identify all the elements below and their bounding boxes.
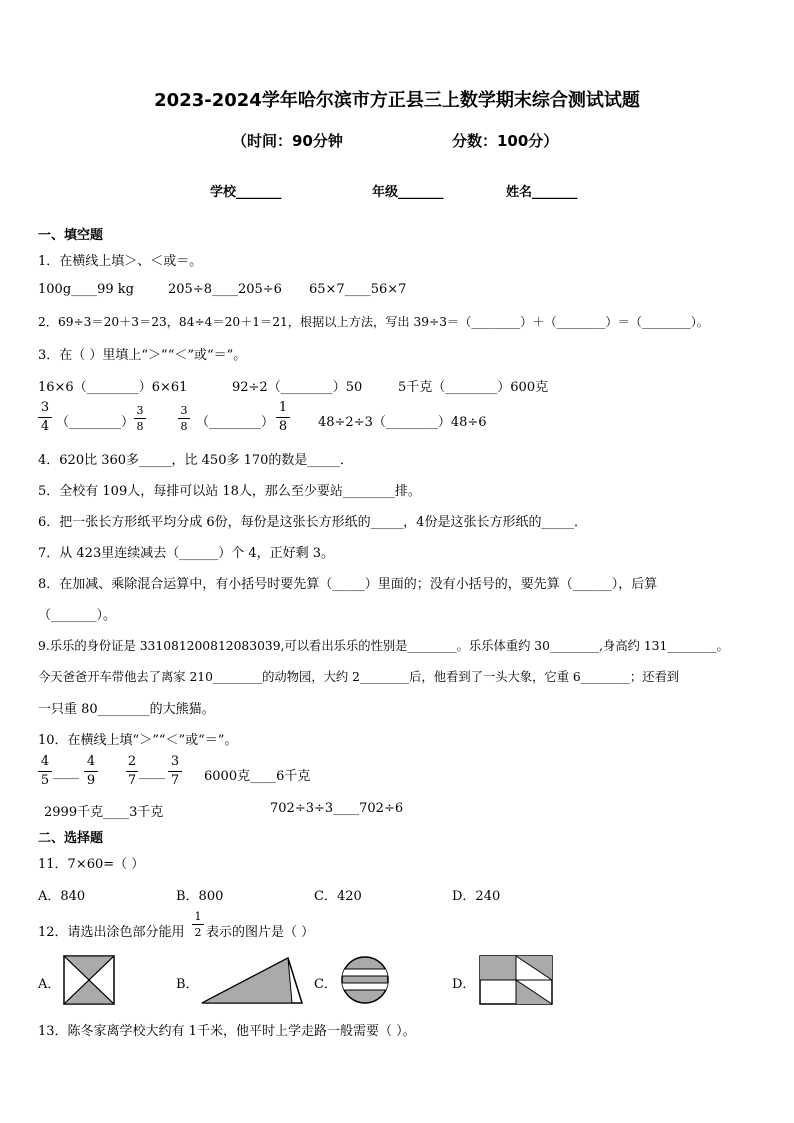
q12-figure-c — [339, 955, 391, 1005]
q12-figure-b — [200, 955, 304, 1005]
q11-option-c: C．420 — [314, 889, 362, 904]
time-limit: （时间：90分钟 — [232, 132, 343, 150]
q10-frac-4: 3 7 — [168, 754, 182, 789]
q1-item-b: 205÷8____205÷6 — [168, 282, 282, 297]
q11-option-b: B．800 — [176, 889, 224, 904]
question-12-suffix: 表示的图片是（ ） — [206, 925, 315, 940]
section-heading-multiple-choice: 二、选择题 — [38, 831, 104, 846]
q12-label-a: A． — [38, 977, 61, 992]
q1-item-c: 65×7____56×7 — [309, 282, 407, 297]
page-title: 2023-2024学年哈尔滨市方正县三上数学期末综合测试试题 — [154, 90, 640, 111]
q3-frac-2: 3 8 — [134, 404, 146, 433]
q3-frac-4: 1 8 — [276, 400, 290, 435]
q10-item-c: 6000克____6千克 — [204, 769, 311, 784]
q11-option-d: D．240 — [452, 889, 501, 904]
question-7: 7．从 423里连续减去（______）个 4，正好剩 3。 — [38, 546, 335, 561]
question-5: 5．全校有 109人，每排可以站 18人，那么至少要站________排。 — [38, 484, 421, 499]
total-score: 分数：100分） — [452, 132, 559, 150]
question-2: 2．69÷3＝20＋3＝23，84÷4＝20＋1＝21，根据以上方法，写出 39÷3＝（________）＋（________）＝（________）。 — [38, 315, 709, 329]
q10-blank-2: ____ — [139, 765, 165, 780]
question-6: 6．把一张长方形纸平均分成 6份，每份是这张长方形纸的_____，4份是这张长方形纸的_____． — [38, 515, 587, 530]
question-4: 4．620比 360多_____，比 450多 170的数是_____． — [38, 453, 353, 468]
question-1: 1．在横线上填＞、＜或＝。 — [38, 254, 203, 269]
q3-item-c: 5千克（________）600克 — [398, 380, 549, 395]
section-heading-fill-blank: 一、填空题 — [38, 228, 104, 243]
q12-frac: 1 2 — [192, 910, 204, 939]
question-9-line-2: 今天爸爸开车带他去了离家 210________的动物园，大约 2________后，他看到了一头大象，它重 6________；还看到 — [38, 670, 680, 684]
q12-label-c: C． — [314, 977, 337, 992]
q11-option-a: A．840 — [38, 889, 86, 904]
q3-blank-e: （________） — [196, 415, 275, 430]
question-8-line-1: 8．在加减、乘除混合运算中，有小括号时要先算（_____）里面的；没有小括号的，要先算（______），后算 — [38, 577, 658, 592]
q10-frac-3: 2 7 — [127, 754, 137, 788]
question-13: 13．陈冬家离学校大约有 1千米，他平时上学走路一般需要（ ）。 — [38, 1024, 416, 1039]
question-9-line-1: 9.乐乐的身份证是 331081200812083039,可以看出乐乐的性别是________。乐乐体重约 30________,身高约 131________。 — [38, 639, 729, 653]
q12-figure-a — [63, 955, 115, 1005]
q12-label-b: B． — [176, 977, 199, 992]
question-8-line-2: （_______）。 — [38, 608, 117, 623]
q3-item-b: 92÷2（________）50 — [232, 380, 363, 395]
q3-blank-d: （________） — [56, 415, 135, 430]
q1-item-a: 100g____99 kg — [38, 282, 135, 297]
q3-frac-1: 3 4 — [38, 400, 52, 435]
question-11: 11．7×60=（ ） — [38, 857, 145, 872]
q12-figure-d — [479, 955, 555, 1007]
q10-item-d: 2999千克____3千克 — [44, 805, 164, 820]
q3-item-a: 16×6（________）6×61 — [38, 380, 188, 395]
q12-label-d: D． — [452, 977, 476, 992]
question-3: 3．在（ ）里填上“＞”“＜”或“＝”。 — [38, 348, 247, 363]
grade-field: 年级_______ — [372, 185, 444, 200]
q3-item-f: 48÷2÷3（________）48÷6 — [318, 415, 487, 430]
q3-frac-3: 3 8 — [178, 404, 190, 433]
school-field: 学校_______ — [210, 185, 282, 200]
question-9-line-3: 一只重 80________的大熊猫。 — [38, 702, 215, 717]
q10-blank-1: ____ — [53, 765, 79, 780]
q10-frac-1: 4 5 — [38, 754, 52, 789]
name-field: 姓名_______ — [506, 185, 578, 200]
q10-frac-2: 4 9 — [84, 754, 98, 789]
question-12-prefix: 12．请选出涂色部分能用 — [38, 925, 185, 940]
q10-item-e: 702÷3÷3____702÷6 — [270, 801, 404, 816]
question-10: 10．在横线上填“＞”“＜”或“＝”。 — [38, 733, 238, 748]
